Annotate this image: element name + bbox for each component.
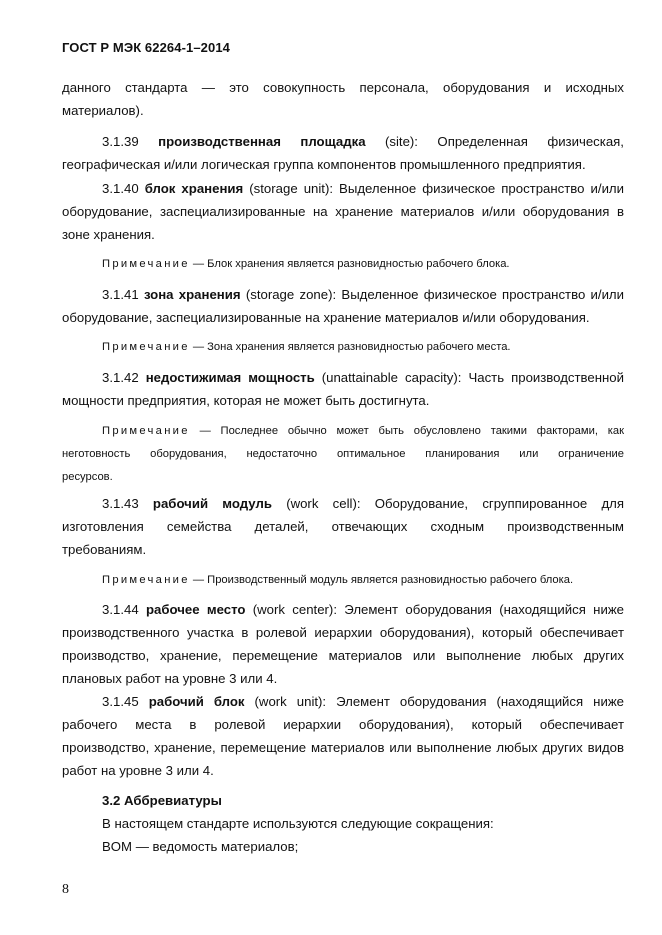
term-number: 3.1.39: [102, 134, 139, 149]
note-line: [62, 336, 624, 359]
term-3-1-45: [62, 690, 624, 782]
note-label: Примечание: [102, 341, 190, 353]
note-3-1-42: [62, 420, 624, 489]
term-definition: (unattainable capacity): Часть производственной: [321, 370, 624, 385]
term-name: зона хранения: [143, 287, 241, 302]
note-label: Примечание: [102, 425, 190, 437]
text-line: зоне хранения.: [62, 227, 155, 242]
abbr-intro: В настоящем стандарте используются следующие сокращения:: [102, 816, 494, 831]
term-name: блок хранения: [144, 181, 244, 196]
term-number: 3.1.43: [102, 496, 139, 511]
note-text: — Блок хранения является разновидностью рабочего блока.: [192, 258, 510, 270]
term-number: 3.1.44: [102, 602, 139, 617]
note-line: [62, 420, 624, 443]
note-line: ресурсов.: [62, 471, 113, 483]
term-definition: (work unit): Элемент оборудования (находящийся ниже: [254, 694, 624, 709]
intro-paragraph: [62, 76, 624, 122]
text-line: оборудование, заспециализированные на хранение материалов и/или оборудования в: [62, 204, 624, 219]
text-line: рабочего места в ролевой иерархии оборудования), который обеспечивает: [62, 717, 624, 732]
text-line: производство, хранение, перемещение материалов или выполнение любых других видов: [62, 740, 624, 755]
term-name: производственная площадка: [158, 134, 366, 149]
text-line: требованиям.: [62, 542, 147, 557]
text-line: данного стандарта — это совокупность персонала, оборудования и исходных: [62, 80, 624, 95]
term-3-1-40: [62, 177, 624, 246]
term-definition: (work cell): Оборудование, сгруппированное для: [286, 496, 625, 511]
term-first-line: [62, 177, 624, 200]
note-3-1-41: [62, 336, 624, 359]
text-line: оборудование, заспециализированные на хранение материалов и/или оборудования.: [62, 310, 590, 325]
term-number: 3.1.42: [102, 370, 139, 385]
note-3-1-40: [62, 253, 624, 276]
note-text: — Последнее обычно может быть обусловлено такими факторами, как: [199, 425, 624, 437]
term-first-line: [62, 130, 624, 153]
note-label: Примечание: [102, 574, 190, 586]
text-line: производственного участка в ролевой иерархии оборудования), который обеспечивает: [62, 625, 624, 640]
abbr-bom: BOM — ведомость материалов;: [102, 839, 299, 854]
term-name: недостижимая мощность: [145, 370, 315, 385]
term-3-1-41: [62, 283, 624, 329]
term-first-line: [62, 598, 624, 621]
document-header: ГОСТ Р МЭК 62264-1–2014: [62, 40, 230, 55]
term-3-1-44: [62, 598, 624, 690]
term-first-line: [62, 283, 624, 306]
term-3-1-39: [62, 130, 624, 176]
text-line: географическая и/или логическая группа компонентов промышленного предприятия.: [62, 157, 586, 172]
term-number: 3.1.40: [102, 181, 139, 196]
note-line: [62, 569, 624, 592]
term-3-1-42: [62, 366, 624, 412]
note-line: [62, 253, 624, 276]
term-name: рабочий модуль: [152, 496, 272, 511]
term-definition: (storage unit): Выделенное физическое пространство и/или: [249, 181, 624, 196]
note-line: неготовность оборудования, недостаточно оптимальное планирования или ограничение: [62, 448, 624, 460]
text-line: работ на уровне 3 или 4.: [62, 763, 214, 778]
page-number: 8: [62, 882, 69, 897]
term-name: рабочий блок: [148, 694, 245, 709]
term-3-1-43: [62, 492, 624, 561]
term-definition: (storage zone): Выделенное физическое пространство и/или: [245, 287, 624, 302]
text-line: мощности предприятия, которая не может быть достигнута.: [62, 393, 430, 408]
text-line: производство, хранение, перемещение материалов или выполнение любых других: [62, 648, 624, 663]
note-3-1-43: [62, 569, 624, 592]
term-first-line: [62, 366, 624, 389]
term-first-line: [62, 690, 624, 713]
note-text: — Зона хранения является разновидностью рабочего места.: [192, 341, 511, 353]
term-number: 3.1.41: [102, 287, 139, 302]
text-line: изготовления семейства деталей, отвечающих сходным производственным: [62, 519, 624, 534]
text-line: плановых работ на уровне 3 или 4.: [62, 671, 278, 686]
term-definition: (site): Определенная физическая,: [385, 134, 624, 149]
note-label: Примечание: [102, 258, 190, 270]
note-text: — Производственный модуль является разновидностью рабочего блока.: [192, 574, 574, 586]
term-first-line: [62, 492, 624, 515]
term-name: рабочее место: [145, 602, 246, 617]
term-definition: (work center): Элемент оборудования (находящийся ниже: [252, 602, 624, 617]
section-heading: 3.2 Аббревиатуры: [102, 793, 222, 808]
term-number: 3.1.45: [102, 694, 139, 709]
text-line: материалов).: [62, 103, 144, 118]
